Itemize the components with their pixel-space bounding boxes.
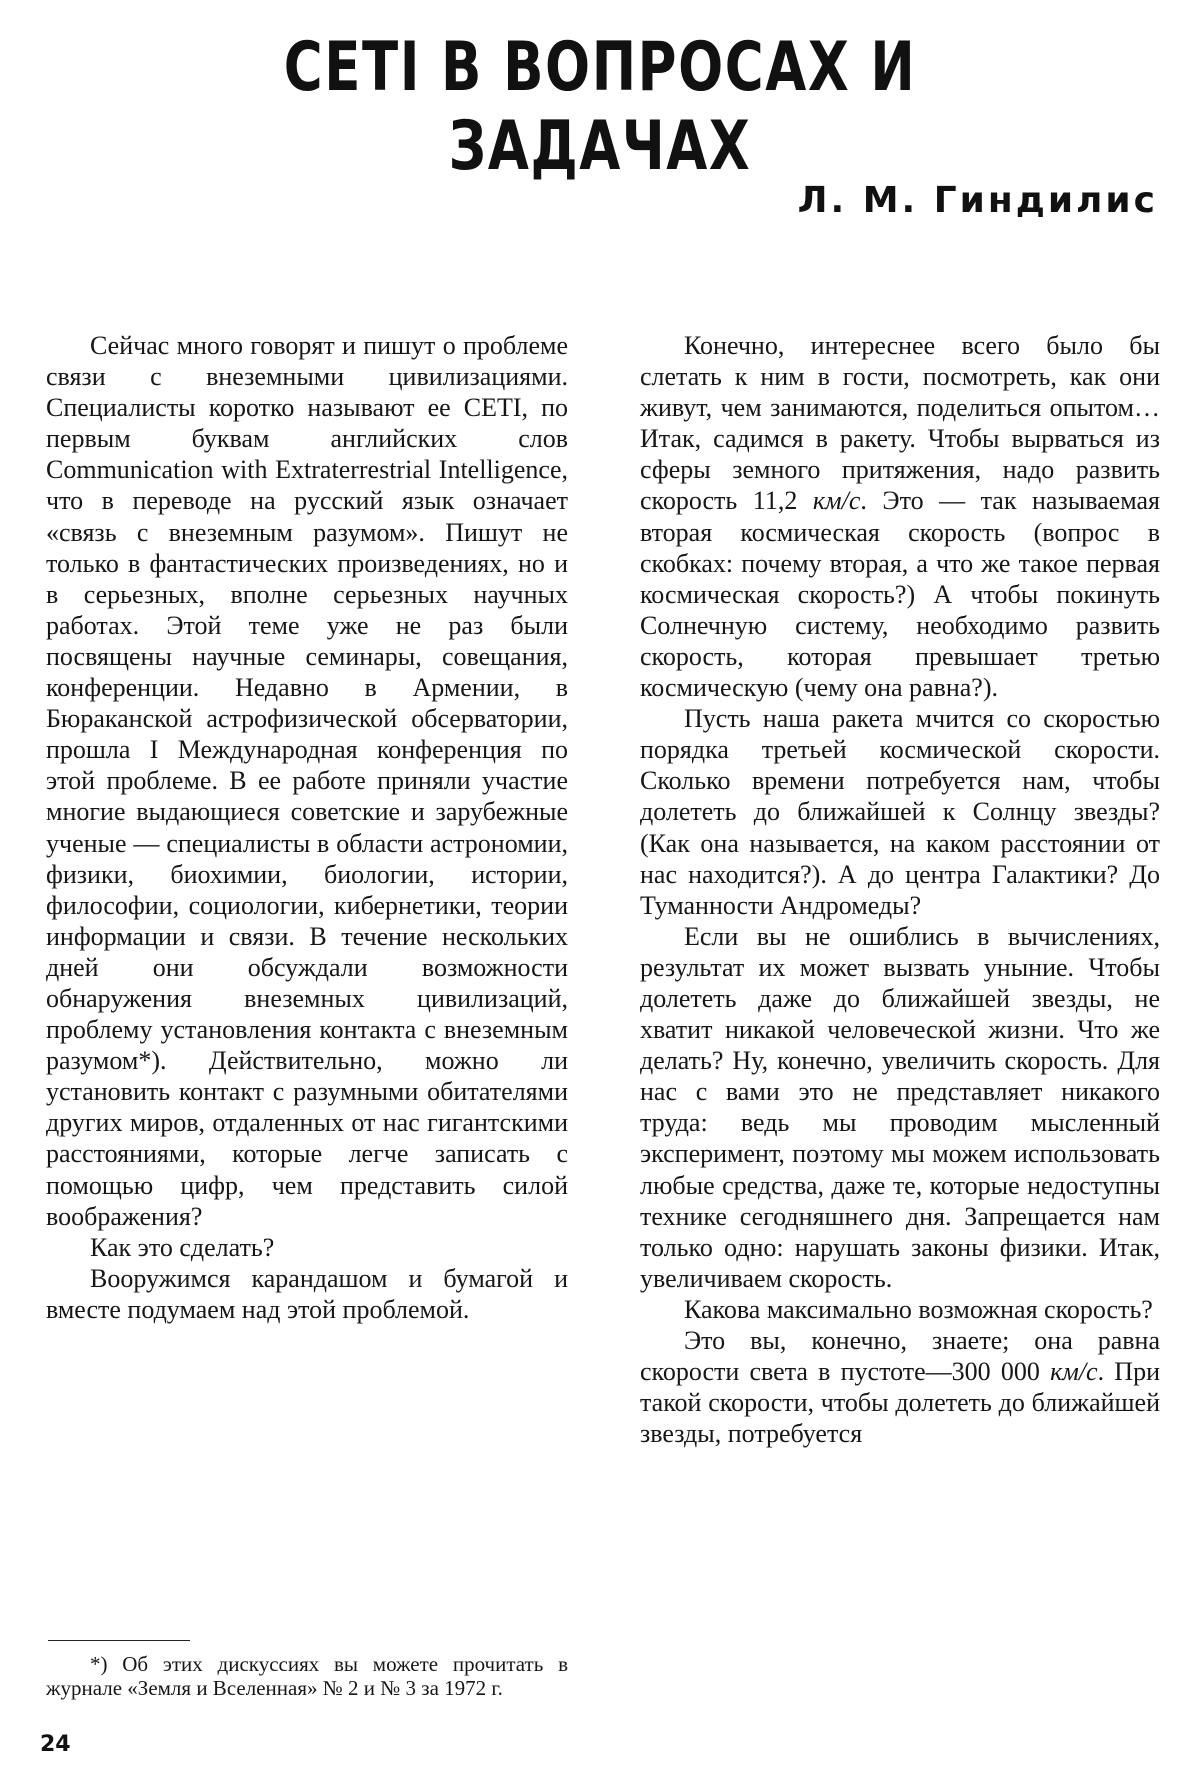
page-number: 24 [40, 1732, 71, 1757]
paragraph: Пусть наша ракета мчится со скоростью порядка третьей космической скорости. Сколько времени потребуется нам, чтобы долететь до ближайшей к Солнцу звезды? (Как она называется, на каком расстоянии от нас находится?). А до центра Галактики? До Туманности Андромеды? [640, 704, 1160, 920]
article-author: Л. М. Гиндилис [797, 180, 1158, 221]
paragraph: Как это сделать? [90, 1232, 275, 1262]
speed-unit: км/с [1050, 1357, 1098, 1387]
paragraph: Сейчас много говорят и пишут о проблеме связи с внеземными цивилизациями. Специалисты коротко называют ее CETI, по первым буквам английских слов Communication with Extraterrestrial Intelligence, что в переводе на русский язык означает «связь с внеземным разумом». Пишут не только в фантастических произведениях, но и в серьезных, вполне серьезных научных работах. Этой теме уже не раз были посвящены научные семинары, совещания, конференции. Недавно в Армении, в Бюраканской астрофизической обсерватории, прошла I Международная конференция по этой проблеме. В ее работе приняли участие многие выдающиеся советские и зарубежные ученые — специалисты в области астрономии, физики, биохимии, биологии, истории, философии, социологии, кибернетики, теории информации и связи. В течение нескольких дней они обсуждали возможности обнаружения внеземных цивилизаций, проблему установления контакта с внеземным разумом*). Действительно, можно ли установить контакт с разумными обитателями других миров, отдаленных от нас гигантскими расстояниями, которые легче записать с помощью цифр, чем представить силой воображения? [46, 331, 568, 1231]
footnote-text: *) Об этих дискуссиях вы можете прочитать в журнале «Земля и Вселенная» № 2 и № 3 за 1972 г. [46, 1652, 568, 1700]
paragraph: Если вы не ошиблись в вычислениях, результат их может вызвать уныние. Чтобы долететь даже до ближайшей звезды, не хватит никакой человеческой жизни. Что же делать? Ну, конечно, увеличить скорость. Для нас с вами это не представляет никакого труда: ведь мы проводим мысленный эксперимент, поэтому мы можем использовать любые средства, даже те, которые недоступны технике сегодняшнего дня. Запрещается нам только одно: нарушать законы физики. Итак, увеличиваем скорость. [640, 921, 1160, 1293]
speed-unit: км/с [812, 486, 861, 516]
paragraph: Это вы, конечно, знаете; она равна скорости света в пустоте—300 000 км/с. При такой скорости, чтобы долететь до ближайшей звезды, потребуется [640, 1326, 1160, 1449]
footnote [46, 1652, 568, 1700]
paragraph: Конечно, интереснее всего было бы слетать к ним в гости, посмотреть, как они живут, чем занимаются, поделиться опытом… Итак, садимся в ракету. Чтобы вырваться из сферы земного притяжения, надо развить скорость 11,2 км/с. Это — так называемая вторая космическая скорость (вопрос в скобках: почему вторая, а что же такое первая космическая скорость?) А чтобы покинуть Солнечную систему, необходимо развить скорость, которая превышает третью космическую (чему она равна?). [640, 331, 1160, 703]
paragraph: Какова максимально возможная скорость? [684, 1294, 1153, 1324]
footnote-divider [48, 1640, 190, 1641]
article-title: CETI В ВОПРОСАХ И ЗАДАЧАХ [283, 28, 917, 186]
paragraph: Вооружимся карандашом и бумагой и вместе подумаем над этой проблемой. [46, 1263, 568, 1324]
right-column [640, 330, 1160, 1449]
left-column [46, 330, 568, 1325]
